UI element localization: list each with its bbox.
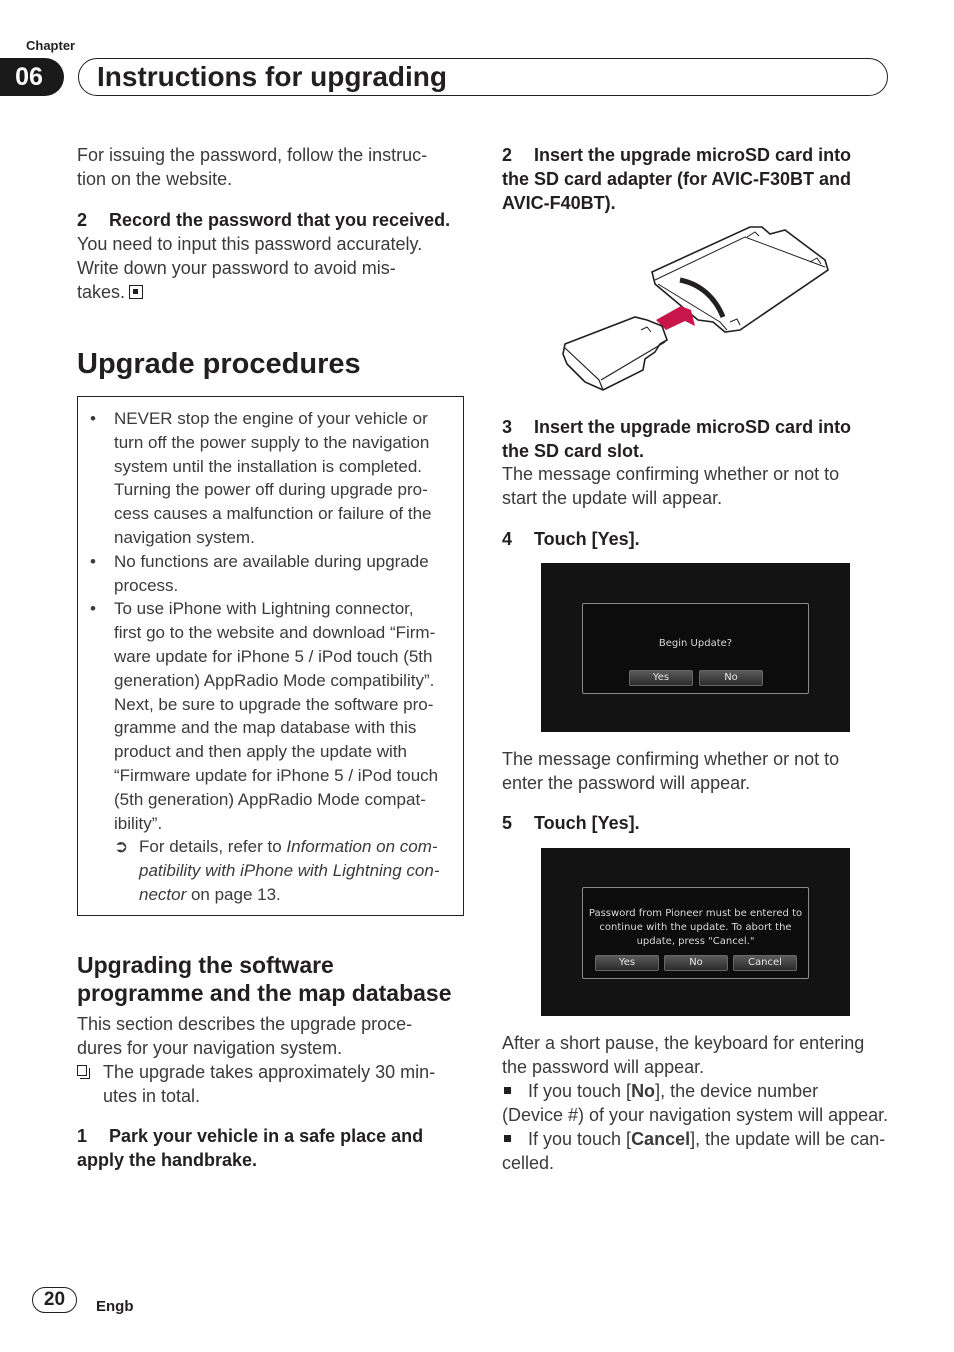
dialog-message: Password from Pioneer must be entered to continue with the update. To abort the update, press "Cancel.": [588, 908, 803, 947]
step-3-insert-card-slot: 3 Insert the upgrade microSD card into the SD card slot.: [502, 417, 852, 461]
step-5-touch-yes: 5 Touch [Yes].: [502, 813, 640, 833]
yes-button[interactable]: Yes: [629, 670, 693, 686]
subsection-title: Upgrading the software programme and the map database: [77, 952, 452, 1006]
password-required-screen: [541, 848, 850, 1016]
subsection-intro: This section describes the upgrade proce- dures for your navigation system. The upgrade takes approximately 30 min- utes in total.: [77, 1012, 467, 1108]
dialog-message: Begin Update?: [658, 638, 733, 649]
result-bullet-cancel: If you touch [Cancel], the update will be can-: [502, 1127, 902, 1151]
sd-card-adapter-illustration: [555, 222, 840, 397]
step-1-park-vehicle: 1 Park your vehicle in a safe place and apply the handbrake.: [77, 1126, 424, 1170]
begin-update-dialog: [582, 603, 809, 694]
step-3-description: The message confirming whether or not to start the update will appear.: [502, 464, 840, 508]
after-screen-1-text: The message confirming whether or not to enter the password will appear.: [502, 749, 840, 793]
chapter-title: Instructions for upgrading: [78, 58, 888, 96]
yes-button[interactable]: Yes: [595, 955, 659, 971]
reference-arrow-icon: ➲: [114, 837, 129, 857]
language-code: Engb: [96, 1298, 134, 1315]
note-item: The upgrade takes approximately 30 min- utes in total.: [77, 1060, 467, 1108]
chapter-label: Chapter: [26, 38, 76, 53]
no-button[interactable]: No: [699, 670, 763, 686]
no-button[interactable]: No: [664, 955, 728, 971]
warning-item: • NEVER stop the engine of your vehicle or turn off the power supply to the navigation system until the installation is completed. Turning the power off during upgrade pro- cess causes a malfunction or failure of the navigation system.: [90, 409, 432, 547]
warning-box: [77, 396, 464, 916]
note-checkbox-icon: [77, 1065, 87, 1076]
warning-item: • To use iPhone with Lightning connector, first go to the website and download “Firm- ware update for iPhone 5 / iPod touch (5th generation) AppRadio Mode compatibility”. Next, be sure to upgrade the software pro- gramme and the map database with this product and then apply the update with “Firmware update for iPhone 5 / iPod touch (5th generation) AppRadio Mode compat- ibility”.: [90, 599, 439, 833]
step-2-record-password: 2 Record the password that you received.: [77, 210, 451, 230]
cancel-button[interactable]: Cancel: [733, 955, 797, 971]
step-4-touch-yes: 4 Touch [Yes].: [502, 529, 640, 549]
end-of-section-icon: [129, 285, 143, 299]
step-2-insert-card-adapter: 2 Insert the upgrade microSD card into the SD card adapter (for AVIC-F30BT and AVIC-F40BT).: [502, 145, 852, 213]
warning-item: • No functions are available during upgrade process.: [90, 551, 429, 595]
after-screen-2-text: After a short pause, the keyboard for entering the password will appear. If you touch [No], the device number (Device #) of your navigation system will appear. If you touch [Cancel], the update will be can- celled.: [502, 1031, 902, 1175]
reference-link[interactable]: Information on com-: [286, 837, 438, 857]
chapter-number-badge: 06: [0, 58, 64, 96]
result-bullet-no: If you touch [No], the device number: [502, 1079, 902, 1103]
square-bullet-icon: [504, 1087, 511, 1094]
section-title: Upgrade procedures: [77, 348, 361, 380]
intro-paragraph: For issuing the password, follow the instruc- tion on the website.: [77, 145, 428, 189]
cross-reference: ➲ For details, refer to Information on com- patibility with iPhone with Lightning con- nector on page 13.: [114, 837, 440, 904]
password-dialog: [582, 887, 809, 979]
step-2-description: You need to input this password accurately. Write down your password to avoid mis- takes.: [77, 234, 423, 302]
square-bullet-icon: [504, 1135, 511, 1142]
begin-update-screen: [541, 563, 850, 732]
page-number: 20: [32, 1287, 77, 1313]
